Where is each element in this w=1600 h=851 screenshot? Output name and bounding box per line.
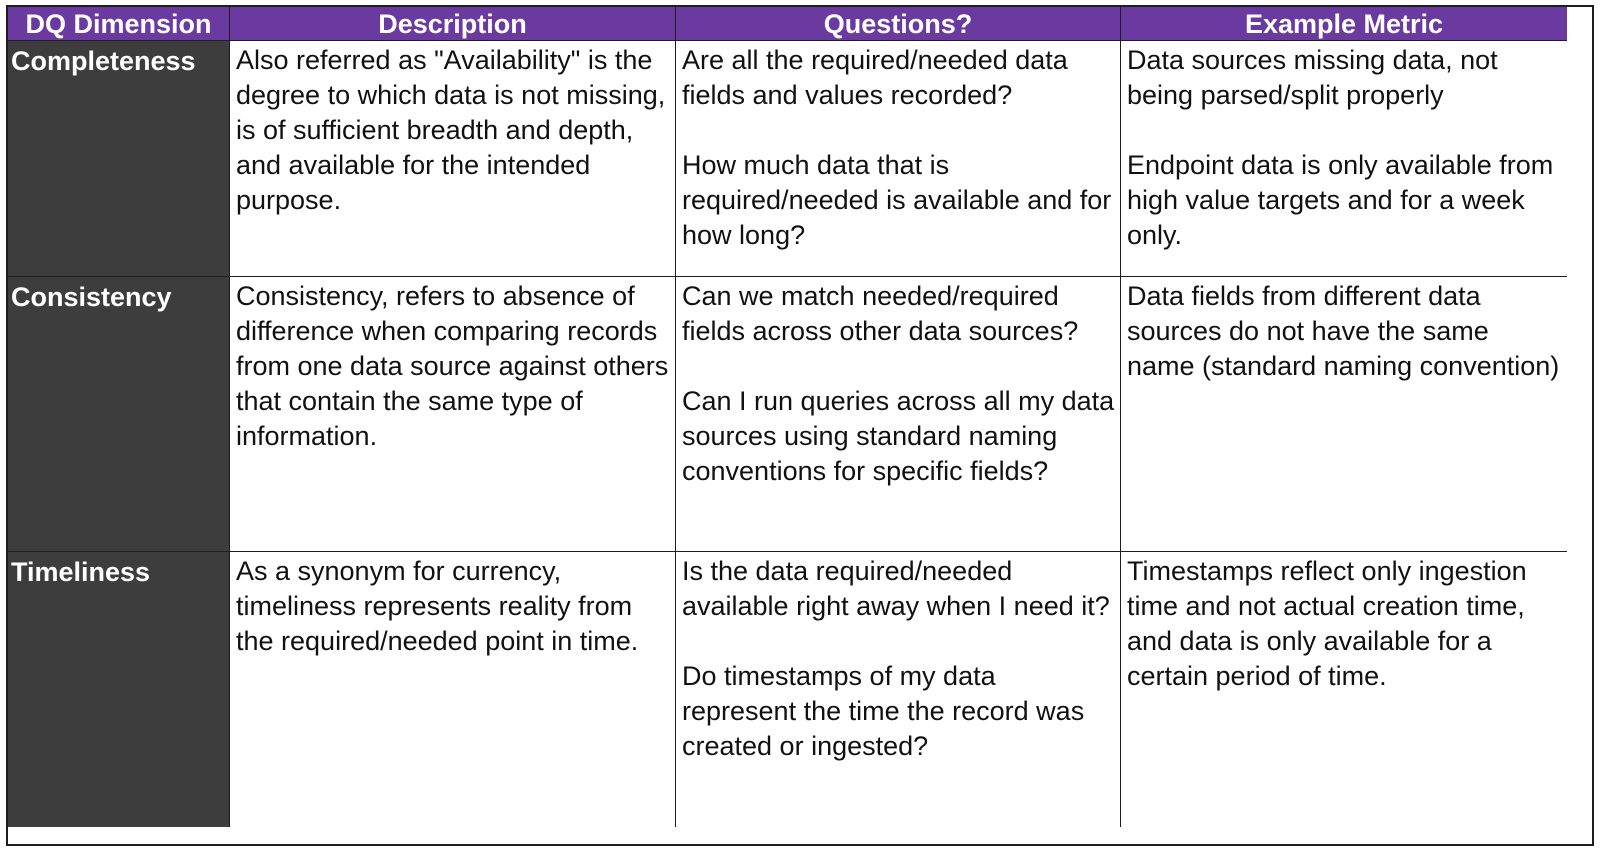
header-description: Description [230, 7, 676, 41]
header-questions: Questions? [676, 7, 1121, 41]
metric-consistency [1121, 277, 1567, 552]
questions-timeliness [676, 552, 1121, 827]
metric-text: Data sources missing data, not being parsed/split properly [1127, 45, 1498, 110]
description-text: Consistency, refers to absence of difference when comparing records from one data source against others that contain the same type of information. [236, 281, 669, 451]
question-text: Is the data required/needed available right away when I need it? [682, 556, 1110, 621]
description-completeness [230, 41, 676, 277]
metric-text: Data fields from different data sources do not have the same name (standard naming convention) [1127, 281, 1560, 381]
dimension-consistency: Consistency [8, 277, 230, 552]
questions-completeness [676, 41, 1121, 277]
metric-text: Endpoint data is only available from high value targets and for a week only. [1127, 150, 1554, 250]
description-text: Also referred as "Availability" is the degree to which data is not missing, is of sufficient breadth and depth, and available for the intended purpose. [236, 45, 666, 215]
metric-text: Timestamps reflect only ingestion time and not actual creation time, and data is only available for a certain period of time. [1127, 556, 1527, 691]
question-text: Are all the required/needed data fields and values recorded? [682, 45, 1068, 110]
description-text: As a synonym for currency, timeliness represents reality from the required/needed point in time. [236, 556, 639, 656]
question-text: Do timestamps of my data represent the time the record was created or ingested? [682, 661, 1085, 761]
description-consistency [230, 277, 676, 552]
metric-timeliness [1121, 552, 1567, 827]
questions-consistency [676, 277, 1121, 552]
dq-dimensions-table [6, 5, 1594, 846]
dimension-timeliness: Timeliness [8, 552, 230, 827]
header-dq-dimension: DQ Dimension [8, 7, 230, 41]
question-text: Can we match needed/required fields across other data sources? [682, 281, 1079, 346]
description-timeliness [230, 552, 676, 827]
question-text: Can I run queries across all my data sources using standard naming conventions for specific fields? [682, 386, 1115, 486]
header-example-metric: Example Metric [1121, 7, 1567, 41]
dimension-completeness: Completeness [8, 41, 230, 277]
question-text: How much data that is required/needed is available and for how long? [682, 150, 1112, 250]
metric-completeness [1121, 41, 1567, 277]
